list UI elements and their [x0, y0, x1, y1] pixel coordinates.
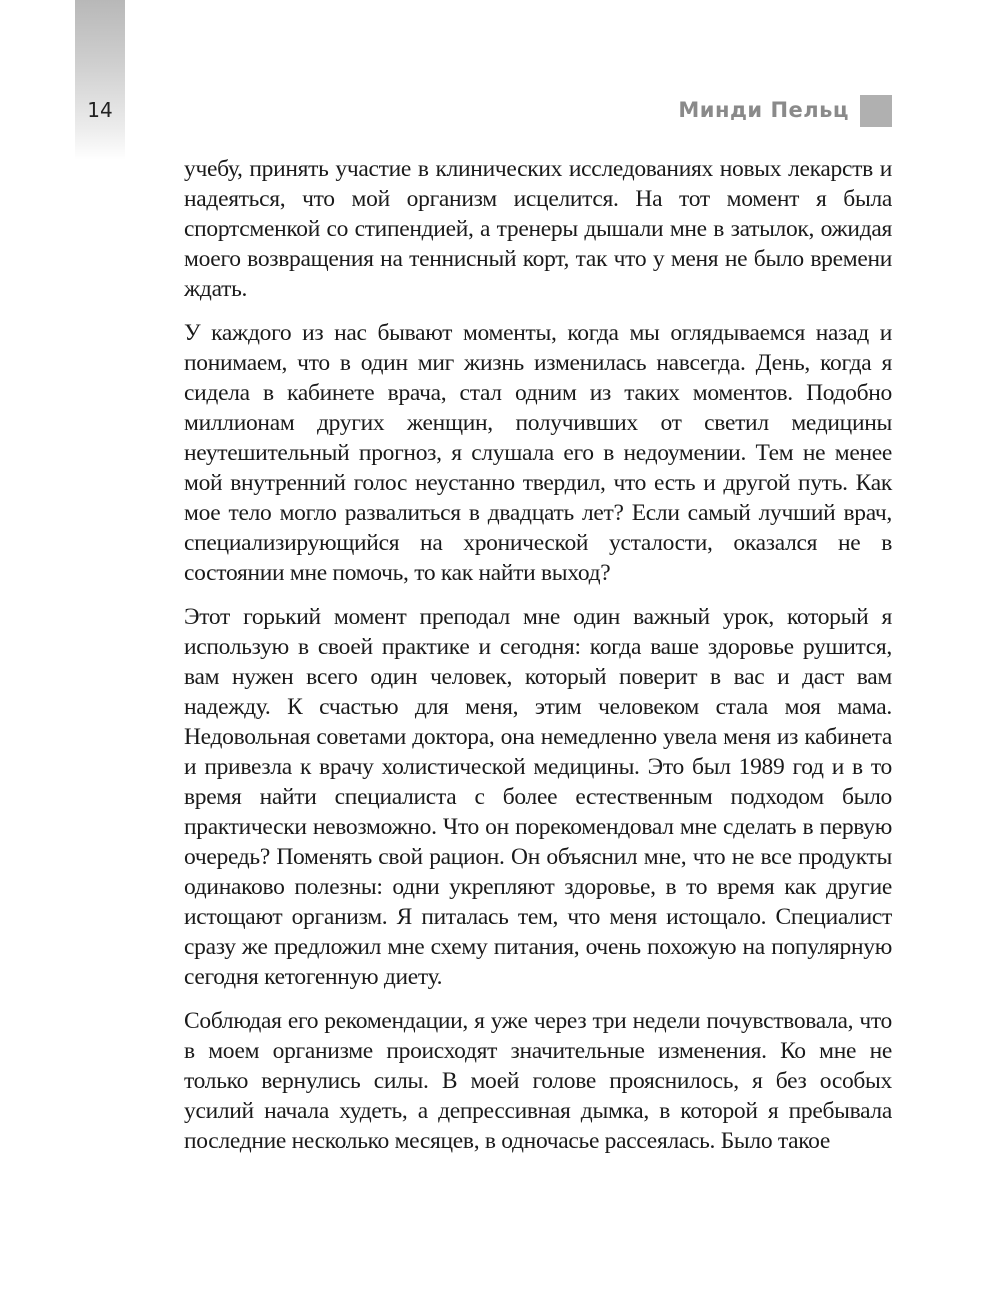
paragraph-1: учебу, принять участие в клинических исследованиях новых лекарств и надеяться, что мой организм исцелится. На тот момент я была спортсменкой со стипендией, а тренеры дышали мне в затылок, ожидая моего возвращения на теннисный корт, так что у меня не было времени ждать. — [184, 156, 892, 302]
paragraph-3: Этот горький момент преподал мне один важный урок, который я использую в своей практике и сегодня: когда ваше здоровье рушится, вам нужен всего один человек, который поверит в вас и даст вам надежду. К счастью для меня, этим человеком стала моя мама. Недовольная советами доктора, она немедленно увела меня из кабинета и привезла к врачу холистической медицины. Это был 1989 год и в то время найти специалиста с более естественным подходом было практически невозможно. Что он порекомендовал мне сделать в первую очередь? Поменять свой рацион. Он объяснил мне, что не все продукты одинаково полезны: одни укрепляют здоровье, в то время как другие истощают организм. Я питалась тем, что меня истощало. Специалист сразу же предложил мне схему питания, очень похожую на популярную сегодня кетогенную диету. — [184, 604, 892, 990]
running-head-author: Минди Пельц — [678, 98, 849, 122]
body-text — [184, 154, 892, 1170]
page-edge-tab — [75, 0, 125, 160]
page-number: 14 — [87, 98, 113, 122]
paragraph-2: У каждого из нас бывают моменты, когда мы оглядываемся назад и понимаем, что в один миг жизнь изменилась навсегда. День, когда я сидела в кабинете врача, стал одним из таких моментов. Подобно миллионам других женщин, получивших от светил медицины неутешительный прогноз, я слушала его в недоумении. Тем не менее мой внутренний голос неустанно твердил, что есть и другой путь. Как мое тело могло развалиться в двадцать лет? Если самый лучший врач, специализирующийся на хронической усталости, оказался не в состоянии мне помочь, то как найти выход? — [184, 320, 892, 586]
header-square-marker — [860, 95, 892, 127]
paragraph-4: Соблюдая его рекомендации, я уже через три недели почувствовала, что в моем организме происходят значительные изменения. Ко мне не только вернулись силы. В моей голове прояснилось, я без особых усилий начала худеть, а депрессивная дымка, в которой я пребывала последние несколько месяцев, в одночасье рассеялась. Было такое — [184, 1008, 892, 1154]
